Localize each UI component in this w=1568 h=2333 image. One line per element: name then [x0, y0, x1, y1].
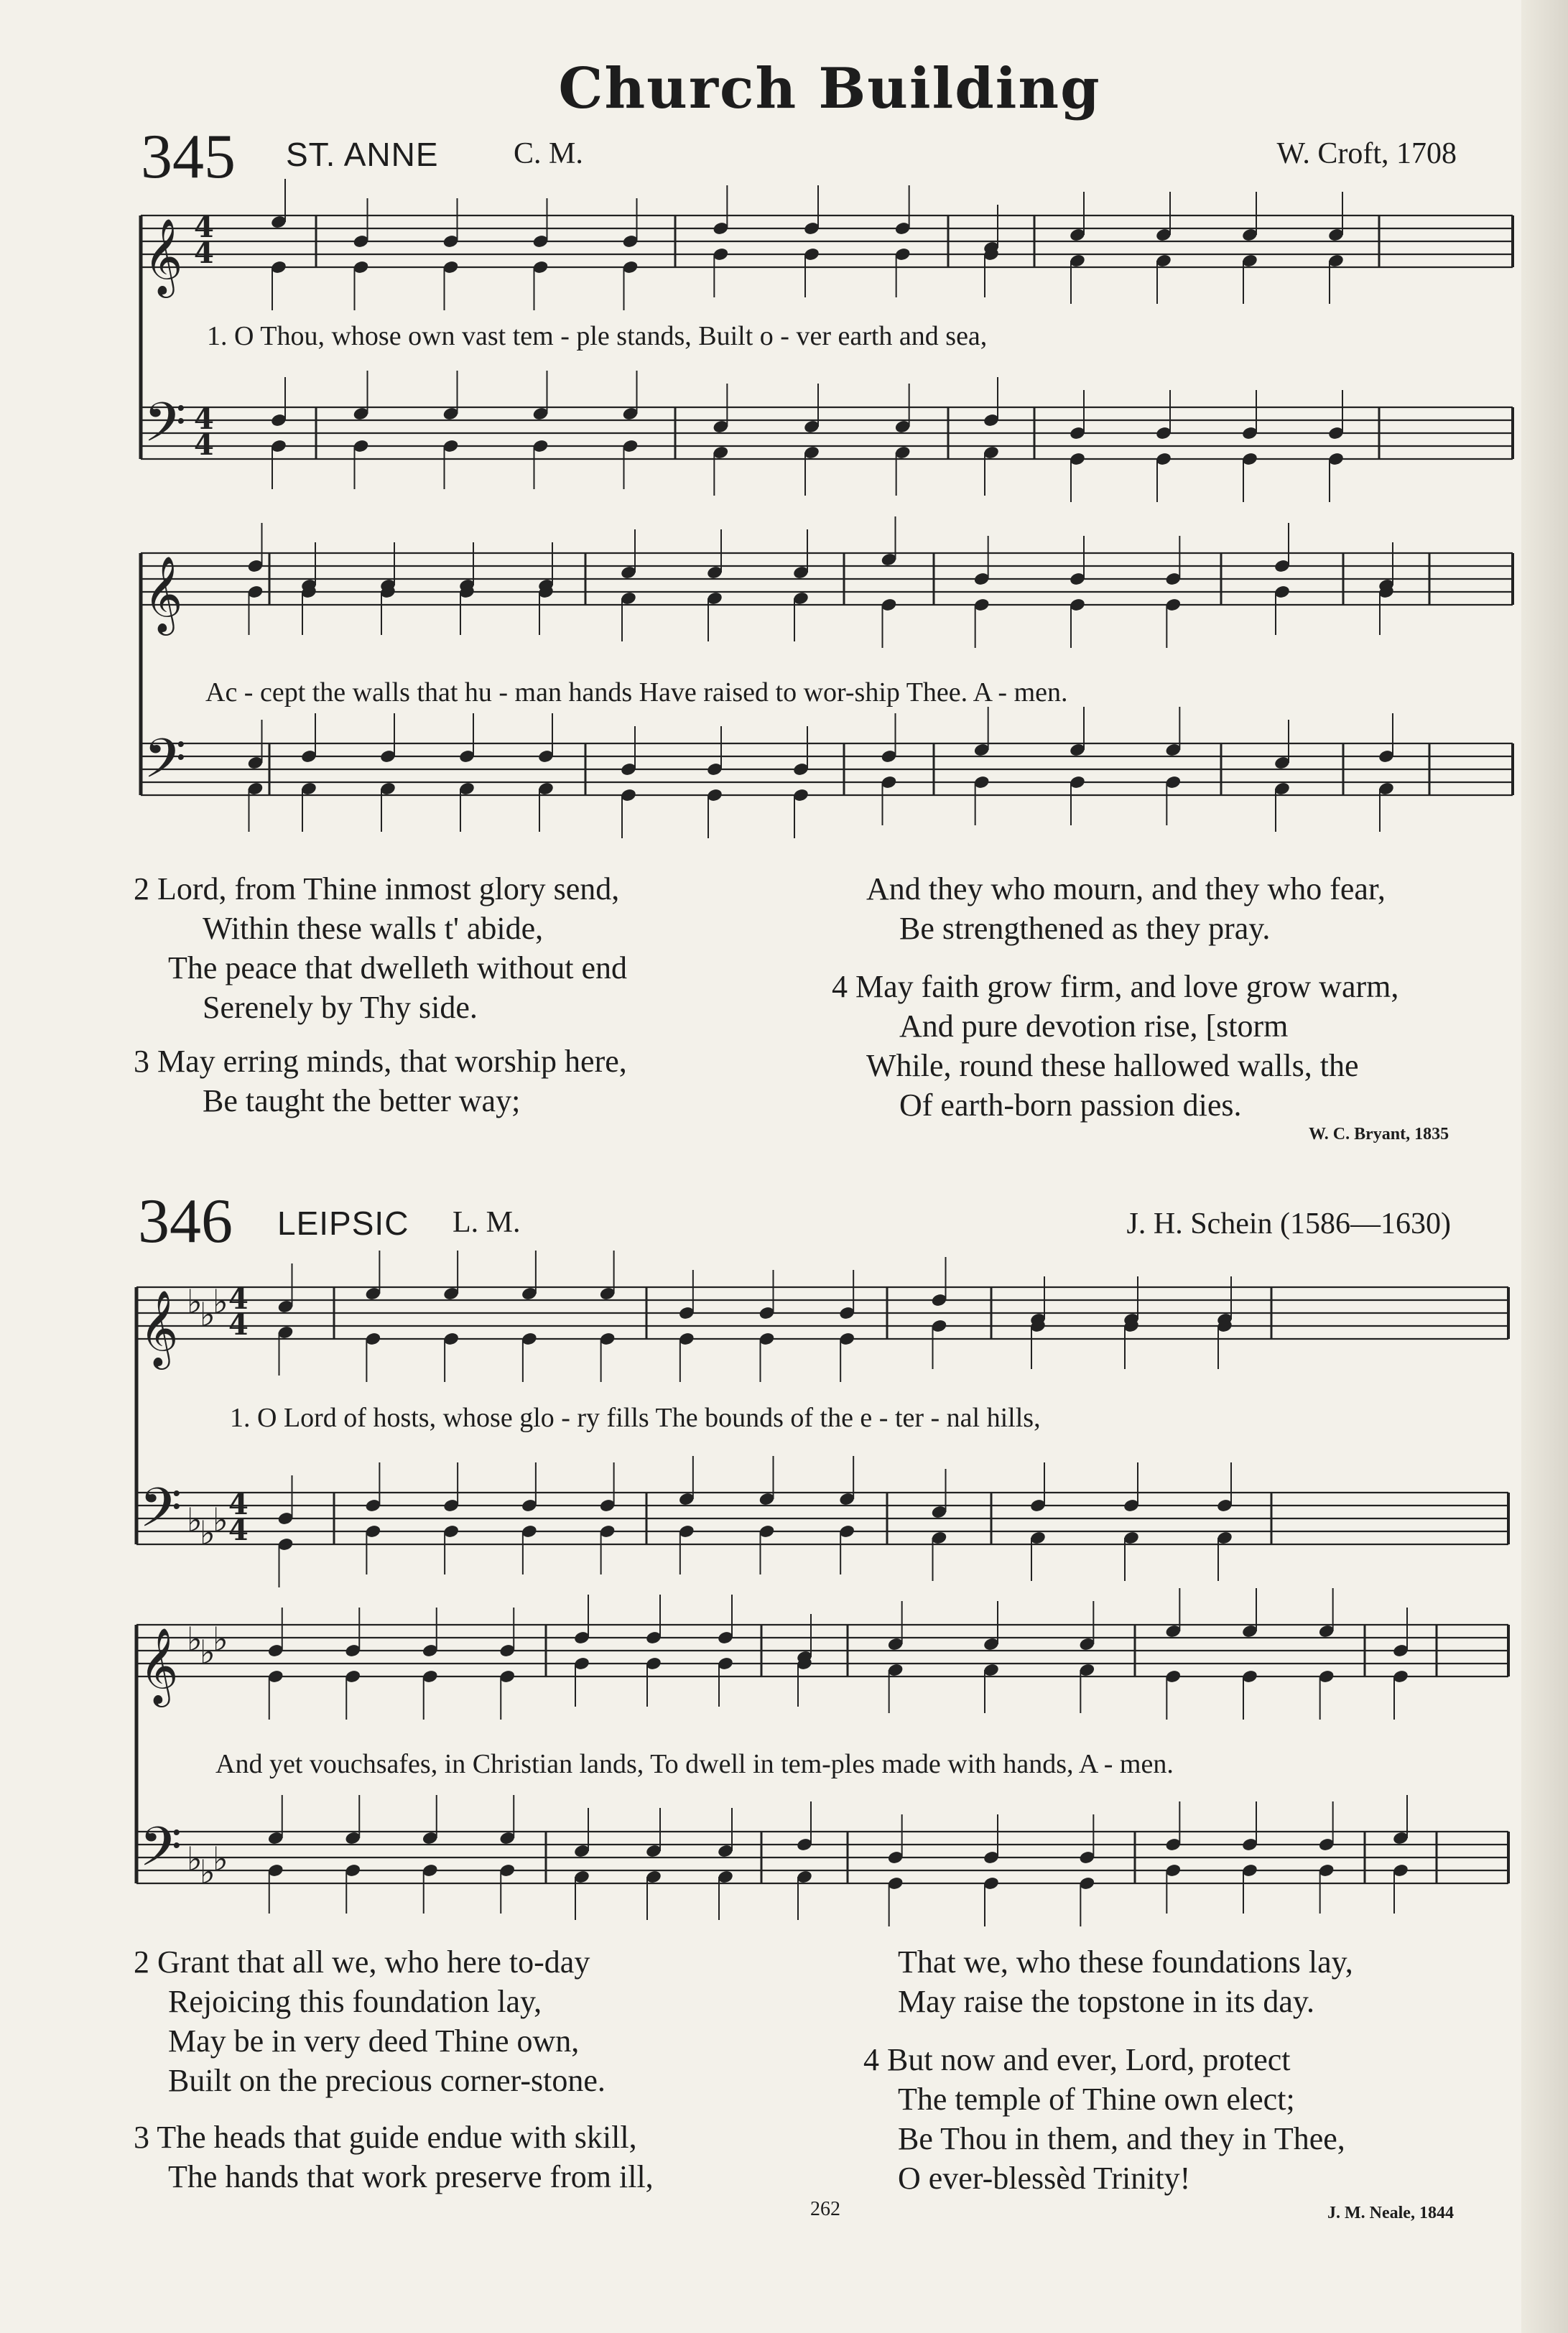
note	[1392, 1669, 1409, 1684]
note	[498, 1643, 516, 1659]
note	[270, 439, 287, 454]
note	[678, 1332, 695, 1347]
note	[887, 1850, 904, 1865]
time-signature: 4	[228, 1282, 249, 1316]
note	[645, 1870, 662, 1885]
note	[1274, 781, 1291, 797]
note	[1318, 1837, 1335, 1852]
note	[458, 781, 475, 797]
note	[1078, 1876, 1095, 1891]
verse-line: 2 Grant that all we, who here to-day	[134, 1944, 590, 1980]
note	[300, 749, 317, 764]
note	[1078, 1637, 1095, 1652]
note	[353, 407, 370, 422]
note	[706, 565, 723, 580]
note	[759, 1332, 776, 1347]
page-title: Church Building	[558, 56, 1101, 121]
verse-line: Rejoicing this foundation lay,	[168, 1984, 542, 2019]
note	[1164, 572, 1182, 587]
note	[717, 1656, 734, 1671]
time-signature: 4	[194, 236, 214, 270]
note	[1392, 1863, 1409, 1878]
note	[792, 788, 809, 803]
note	[881, 749, 898, 764]
hymn-number: 346	[138, 1187, 233, 1256]
note	[1069, 775, 1086, 790]
key-signature: ♭	[200, 1852, 215, 1891]
lyric-line: And yet vouchsafes, in Christian lands, To dwell in tem-ples made with hands, A - men.	[215, 1749, 1174, 1779]
note	[1123, 1498, 1140, 1513]
note	[277, 1511, 294, 1526]
note	[573, 1844, 590, 1859]
note	[759, 1492, 776, 1507]
note	[573, 1631, 590, 1646]
note	[1069, 452, 1086, 467]
text-credit: W. C. Bryant, 1835	[1309, 1125, 1449, 1144]
verse-line: 4 May faith grow firm, and love grow warm,	[832, 969, 1399, 1004]
note	[712, 445, 729, 460]
verse-line: The temple of Thine own elect;	[898, 2082, 1295, 2117]
note	[300, 585, 317, 600]
note	[931, 1293, 948, 1308]
note	[1241, 228, 1258, 243]
note	[300, 781, 317, 797]
note	[620, 591, 637, 606]
note	[1164, 598, 1182, 613]
verse-line: Of earth-born passion dies.	[899, 1087, 1242, 1123]
note	[622, 260, 639, 275]
note	[521, 1332, 538, 1347]
note	[1155, 228, 1172, 243]
clef: 𝄢	[144, 727, 187, 804]
note	[712, 419, 729, 435]
note	[1164, 1669, 1182, 1684]
note	[247, 781, 264, 797]
note	[678, 1524, 695, 1539]
key-signature: ♭	[200, 1633, 215, 1671]
note	[796, 1870, 813, 1885]
note	[1164, 1624, 1182, 1639]
note	[300, 578, 317, 593]
verse-line: 3 The heads that guide endue with skill,	[134, 2120, 637, 2155]
key-signature: ♭	[213, 1840, 228, 1878]
note	[364, 1524, 381, 1539]
note	[678, 1492, 695, 1507]
note	[706, 762, 723, 777]
note	[838, 1332, 855, 1347]
note	[1274, 559, 1291, 574]
time-signature: 4	[228, 1513, 249, 1547]
verse-block	[134, 1942, 606, 2100]
note	[1069, 572, 1086, 587]
verse-line: May raise the topstone in its day.	[898, 1984, 1315, 2019]
note	[796, 1656, 813, 1671]
note	[796, 1650, 813, 1665]
verse-line: Built on the precious corner-stone.	[168, 2063, 606, 2098]
note	[532, 407, 549, 422]
note	[973, 572, 991, 587]
note	[1327, 228, 1345, 243]
note	[931, 1319, 948, 1334]
lyric-line: 1. O Thou, whose own vast tem - ple stands, Built o - ver earth and sea,	[207, 321, 988, 351]
note	[1392, 1831, 1409, 1846]
note	[247, 559, 264, 574]
note	[838, 1306, 855, 1321]
note	[521, 1498, 538, 1513]
note	[792, 565, 809, 580]
verse-line: Be taught the better way;	[203, 1083, 521, 1118]
note	[379, 781, 396, 797]
text-credit: J. M. Neale, 1844	[1327, 2204, 1454, 2222]
note	[1155, 426, 1172, 441]
note	[573, 1870, 590, 1885]
note	[759, 1306, 776, 1321]
note	[931, 1505, 948, 1520]
note	[983, 1663, 1000, 1678]
note	[620, 762, 637, 777]
note	[498, 1863, 516, 1878]
note	[983, 445, 1000, 460]
note	[442, 234, 460, 249]
lyric-line: 1. O Lord of hosts, whose glo - ry fills The bounds of the e - ter - nal hills,	[230, 1403, 1041, 1433]
note	[364, 1332, 381, 1347]
verse-block	[134, 2118, 654, 2197]
note	[442, 439, 460, 454]
key-signature: ♭	[187, 1282, 203, 1321]
note	[1078, 1850, 1095, 1865]
verse-line: Within these walls t' abide,	[203, 911, 544, 946]
note	[1155, 254, 1172, 269]
verse-block	[832, 967, 1398, 1125]
note	[881, 552, 898, 567]
note	[1318, 1669, 1335, 1684]
verse-block	[898, 1942, 1353, 2021]
note	[881, 775, 898, 790]
note	[277, 1325, 294, 1340]
note	[1164, 743, 1182, 758]
clef: 𝄞	[144, 218, 183, 294]
note	[1029, 1312, 1047, 1327]
clef: 𝄞	[144, 555, 183, 632]
note	[1318, 1863, 1335, 1878]
note	[270, 413, 287, 428]
verse-block	[134, 1042, 627, 1121]
note	[1216, 1319, 1233, 1334]
composer: J. H. Schein (1586—1630)	[1126, 1207, 1451, 1240]
note	[983, 1850, 1000, 1865]
clef: 𝄢	[144, 391, 187, 468]
note	[442, 1286, 460, 1302]
note	[458, 578, 475, 593]
time-signature: 4	[228, 1488, 249, 1521]
verse-line: That we, who these foundations lay,	[898, 1944, 1353, 1980]
verse-line: The hands that work preserve from ill,	[168, 2159, 654, 2194]
tune-name: LEIPSIC	[277, 1205, 409, 1242]
note	[1164, 775, 1182, 790]
note	[1378, 585, 1395, 600]
note	[364, 1286, 381, 1302]
note	[620, 565, 637, 580]
key-signature: ♭	[200, 1513, 215, 1552]
verse-line: Serenely by Thy side.	[203, 990, 478, 1025]
note	[803, 419, 820, 435]
note	[537, 585, 555, 600]
key-signature: ♭	[187, 1501, 203, 1539]
note	[1327, 426, 1345, 441]
note	[521, 1286, 538, 1302]
time-signature: 4	[194, 428, 214, 462]
note	[803, 221, 820, 236]
note	[1378, 749, 1395, 764]
note	[838, 1492, 855, 1507]
verse-block	[134, 869, 627, 1027]
note	[1155, 452, 1172, 467]
tune-name: ST. ANNE	[286, 136, 439, 173]
note	[717, 1631, 734, 1646]
note	[353, 260, 370, 275]
note	[442, 1498, 460, 1513]
note	[247, 585, 264, 600]
note	[1029, 1319, 1047, 1334]
note	[1318, 1624, 1335, 1639]
note	[792, 762, 809, 777]
note	[422, 1831, 439, 1846]
note	[1327, 254, 1345, 269]
page-number: 262	[810, 2198, 840, 2220]
note	[712, 221, 729, 236]
note	[532, 439, 549, 454]
verse-line: 2 Lord, from Thine inmost glory send,	[134, 871, 620, 906]
note	[620, 788, 637, 803]
note	[887, 1637, 904, 1652]
note	[442, 260, 460, 275]
note	[931, 1531, 948, 1546]
note	[379, 578, 396, 593]
note	[277, 1299, 294, 1314]
note	[344, 1863, 361, 1878]
note	[887, 1663, 904, 1678]
note	[422, 1863, 439, 1878]
note	[379, 585, 396, 600]
note	[498, 1669, 516, 1684]
note	[344, 1669, 361, 1684]
verse-line: 3 May erring minds, that worship here,	[134, 1044, 627, 1079]
note	[270, 260, 287, 275]
note	[712, 247, 729, 262]
note	[537, 578, 555, 593]
note	[1069, 228, 1086, 243]
note	[1069, 743, 1086, 758]
verse-line: 4 But now and ever, Lord, protect	[863, 2042, 1291, 2077]
note	[1274, 756, 1291, 771]
note	[717, 1870, 734, 1885]
note	[983, 1876, 1000, 1891]
note	[717, 1844, 734, 1859]
note	[267, 1643, 284, 1659]
note	[353, 439, 370, 454]
note	[442, 1332, 460, 1347]
note	[537, 749, 555, 764]
note	[1378, 781, 1395, 797]
note	[622, 439, 639, 454]
note	[1241, 1669, 1258, 1684]
verse-line: Be Thou in them, and they in Thee,	[898, 2121, 1345, 2156]
clef: 𝄢	[139, 1815, 182, 1892]
note	[1241, 1837, 1258, 1852]
note	[973, 775, 991, 790]
note	[599, 1524, 616, 1539]
clef: 𝄞	[139, 1627, 179, 1704]
note	[1216, 1498, 1233, 1513]
note	[599, 1332, 616, 1347]
verse-line: While, round these hallowed walls, the	[866, 1048, 1359, 1083]
note	[353, 234, 370, 249]
note	[1241, 426, 1258, 441]
note	[422, 1643, 439, 1659]
clef: 𝄞	[139, 1289, 179, 1366]
note	[247, 756, 264, 771]
note	[759, 1524, 776, 1539]
note	[1078, 1663, 1095, 1678]
note	[894, 247, 911, 262]
note	[1164, 1837, 1182, 1852]
verse-block	[866, 869, 1386, 948]
note	[1241, 254, 1258, 269]
note	[678, 1306, 695, 1321]
note	[1069, 598, 1086, 613]
note	[1069, 254, 1086, 269]
verse-block	[863, 2040, 1345, 2198]
note	[973, 598, 991, 613]
key-signature: ♭	[187, 1840, 203, 1878]
note	[622, 407, 639, 422]
verse-line: May be in very deed Thine own,	[168, 2023, 580, 2059]
note	[1241, 1863, 1258, 1878]
note	[887, 1876, 904, 1891]
composer: W. Croft, 1708	[1276, 137, 1457, 170]
note	[706, 591, 723, 606]
note	[645, 1631, 662, 1646]
note	[894, 445, 911, 460]
hymn-number: 345	[141, 122, 236, 192]
note	[267, 1863, 284, 1878]
note	[1378, 578, 1395, 593]
note	[537, 781, 555, 797]
note	[894, 419, 911, 435]
note	[498, 1831, 516, 1846]
note	[983, 413, 1000, 428]
page-edge	[1521, 0, 1568, 2333]
note	[1029, 1498, 1047, 1513]
lyric-line: Ac - cept the walls that hu - man hands Have raised to wor-ship Thee. A - men.	[205, 677, 1068, 708]
note	[532, 260, 549, 275]
verse-line: Be strengthened as they pray.	[899, 911, 1271, 946]
note	[838, 1524, 855, 1539]
note	[270, 215, 287, 230]
key-signature: ♭	[187, 1620, 203, 1659]
note	[532, 234, 549, 249]
key-signature: ♭	[200, 1295, 215, 1334]
note	[803, 247, 820, 262]
key-signature: ♭	[213, 1282, 228, 1321]
note	[442, 407, 460, 422]
verse-line: And they who mourn, and they who fear,	[866, 871, 1386, 906]
note	[1164, 1863, 1182, 1878]
note	[1216, 1531, 1233, 1546]
note	[973, 743, 991, 758]
note	[458, 585, 475, 600]
note	[894, 221, 911, 236]
time-signature: 4	[194, 402, 214, 436]
note	[422, 1669, 439, 1684]
time-signature: 4	[228, 1308, 249, 1342]
note	[645, 1844, 662, 1859]
note	[442, 1524, 460, 1539]
note	[706, 788, 723, 803]
note	[792, 591, 809, 606]
verse-line: The peace that dwelleth without end	[168, 950, 627, 985]
note	[1241, 452, 1258, 467]
note	[599, 1498, 616, 1513]
note	[1392, 1643, 1409, 1659]
note	[983, 1637, 1000, 1652]
note	[1069, 426, 1086, 441]
note	[573, 1656, 590, 1671]
note	[796, 1837, 813, 1852]
note	[881, 598, 898, 613]
note	[1327, 452, 1345, 467]
note	[983, 241, 1000, 256]
note	[1123, 1312, 1140, 1327]
note	[344, 1831, 361, 1846]
note	[803, 445, 820, 460]
note	[1123, 1319, 1140, 1334]
verse-line: O ever-blessèd Trinity!	[898, 2161, 1191, 2196]
note	[277, 1537, 294, 1552]
note	[1123, 1531, 1140, 1546]
time-signature: 4	[194, 210, 214, 244]
note	[1274, 585, 1291, 600]
meter: L. M.	[453, 1206, 521, 1239]
meter: C. M.	[514, 137, 583, 170]
note	[599, 1286, 616, 1302]
note	[622, 234, 639, 249]
note	[267, 1669, 284, 1684]
note	[364, 1498, 381, 1513]
clef: 𝄢	[139, 1476, 182, 1553]
note	[458, 749, 475, 764]
note	[379, 749, 396, 764]
note	[1241, 1624, 1258, 1639]
key-signature: ♭	[213, 1620, 228, 1659]
verse-line: And pure devotion rise, [storm	[899, 1008, 1289, 1044]
note	[1029, 1531, 1047, 1546]
key-signature: ♭	[213, 1501, 228, 1539]
note	[1216, 1312, 1233, 1327]
note	[645, 1656, 662, 1671]
note	[521, 1524, 538, 1539]
note	[267, 1831, 284, 1846]
note	[344, 1643, 361, 1659]
note	[983, 247, 1000, 262]
